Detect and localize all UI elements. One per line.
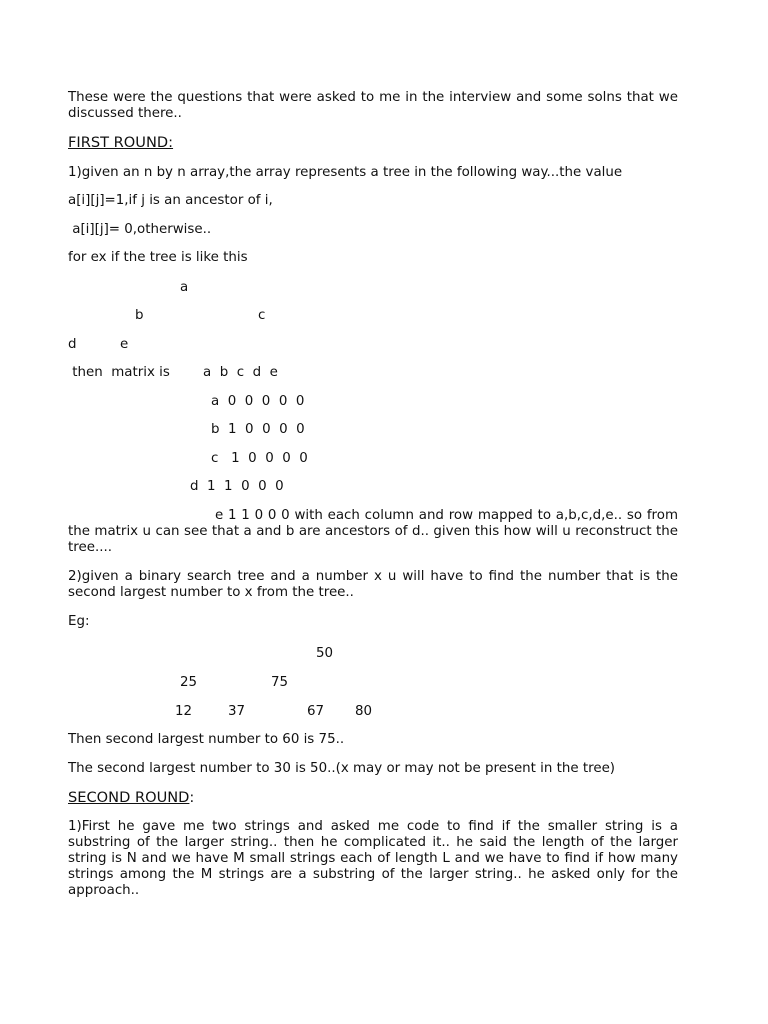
matrix-header: a b c d e xyxy=(203,365,278,380)
q1-lead: 1)given an n by n array,the array represents a tree in the following way...the value xyxy=(68,165,623,180)
matrix-row-e: e 1 1 0 0 0 xyxy=(215,508,290,523)
q2-answer-1: Then second largest number to 60 is 75.. xyxy=(68,732,345,747)
matrix-row: a 0 0 0 0 0 xyxy=(211,394,305,409)
bst-leaf: 37 xyxy=(228,704,246,719)
q1-closing-text: with each column and row mapped to a,b,c,d,e.. so from the matrix u can see that a and b are ancestors of d.. given this how will u reconstruct the tree.... xyxy=(68,508,678,555)
bst-leaf: 80 xyxy=(355,704,373,719)
bst-node-right: 75 xyxy=(271,675,289,690)
bst-leaf: 12 xyxy=(175,704,193,719)
q1-rule-ancestor: a[i][j]=1,if j is an ancestor of i, xyxy=(68,193,273,208)
q2-eg-label: Eg: xyxy=(68,614,90,629)
bst-node-left: 25 xyxy=(180,675,198,690)
matrix-row: b 1 0 0 0 0 xyxy=(211,422,305,437)
tree-node-root: a xyxy=(180,280,189,295)
matrix-row: d 1 1 0 0 0 xyxy=(190,479,284,494)
first-round-heading: FIRST ROUND: xyxy=(68,134,174,151)
bst-node-root: 50 xyxy=(316,646,334,661)
tree-node-right: c xyxy=(258,308,266,323)
matrix-row: c 1 0 0 0 0 xyxy=(211,451,308,466)
second-round-heading-colon: : xyxy=(189,789,195,806)
matrix-label: then matrix is xyxy=(68,365,170,380)
bst-leaf: 67 xyxy=(307,704,325,719)
tree-node-leaf-left: d xyxy=(68,337,77,352)
tree-node-left: b xyxy=(135,308,144,323)
q2-answer-2: The second largest number to 30 is 50..(x may or may not be present in the tree) xyxy=(68,761,616,776)
intro-paragraph: These were the questions that were asked to me in the interview and some solns that we discussed there.. xyxy=(68,90,678,121)
second-round-heading-line xyxy=(68,790,194,806)
q1-closing-paragraph xyxy=(68,508,678,556)
tree-node-leaf-right: e xyxy=(120,337,129,352)
q2-paragraph: 2)given a binary search tree and a number x u will have to find the number that is the second largest number to x from the tree.. xyxy=(68,569,678,600)
q1-rule-otherwise: a[i][j]= 0,otherwise.. xyxy=(68,222,212,237)
second-round-q1-paragraph: 1)First he gave me two strings and asked me code to find if the smaller string is a substring of the larger string.. then he complicated it.. he said the length of the larger string is N and we have M small strings each of length L and we have to find if how many strings among the M strings are a substring of the larger string.. he asked only for the approach.. xyxy=(68,819,678,898)
q1-example-intro: for ex if the tree is like this xyxy=(68,250,248,265)
second-round-heading: SECOND ROUND xyxy=(68,789,190,806)
